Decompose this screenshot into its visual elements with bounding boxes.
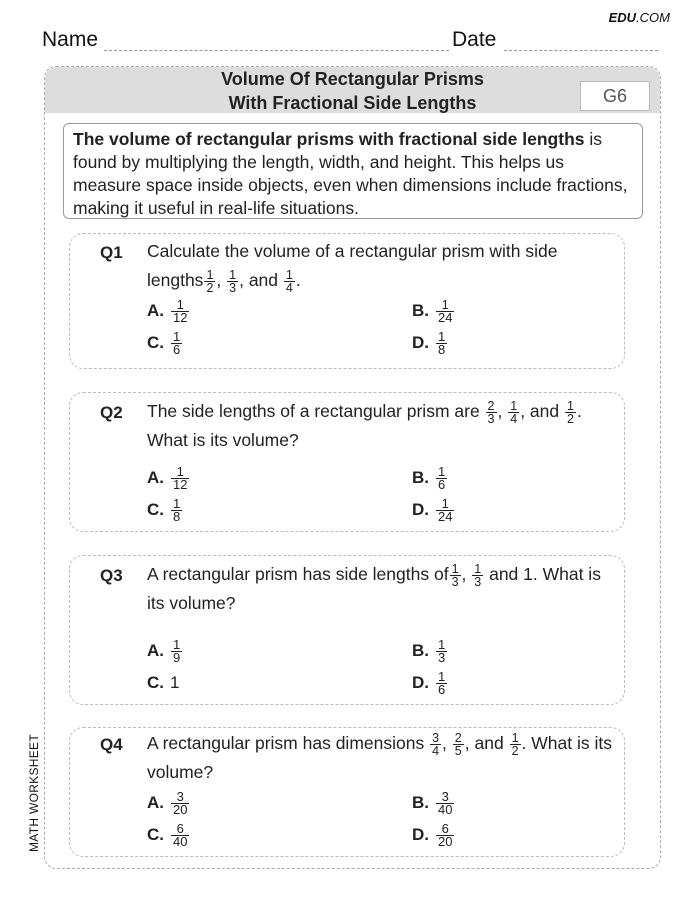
intro-box [63,123,643,219]
option-c[interactable]: C. $\frac{1}{8}$ [147,495,181,524]
brand-logo [609,10,670,25]
option-a[interactable]: A. $\frac{3}{20}$ [147,788,188,817]
grade-badge: G6 [580,81,650,111]
option-d[interactable]: D. $\frac{1}{24}$ [412,495,453,524]
fraction: $\frac{1}{2}$ [511,730,519,758]
option-c[interactable]: C. $\frac{6}{40}$ [147,820,188,849]
question-text: The side lengths of a rectangular prism are $\frac{2}{3}$ , $\frac{1}{4}$ , and $\frac{1}{2}$ . What is its volume? [147,398,582,450]
worksheet-title [45,67,660,115]
name-label: Name [42,28,99,51]
name-line[interactable] [104,50,449,51]
question-number: Q3 [100,566,123,585]
question-prefix: The side lengths of a rectangular prism are [147,401,480,421]
fraction: $\frac{1}{4}$ [285,267,293,295]
fraction: $\frac{1}{3}$ [474,561,482,589]
question-number: Q4 [100,735,123,754]
question-card-2 [69,392,625,532]
name-date-row [42,28,658,54]
option-c[interactable]: C. 1 [147,673,180,692]
question-number: Q2 [100,403,123,422]
fraction: $\frac{1}{4}$ [510,398,518,426]
brand-edu: EDU [608,10,637,25]
option-b[interactable]: B. $\frac{3}{40}$ [412,788,453,817]
question-prefix: Calculate the volume of a rectangular prism with side lengths [147,241,558,290]
question-card-3 [69,555,625,705]
option-b[interactable]: B. $\frac{1}{24}$ [412,296,453,325]
fraction: $\frac{3}{4}$ [432,730,440,758]
question-prefix: A rectangular prism has dimensions [147,733,425,753]
option-c[interactable]: C. $\frac{1}{6}$ [147,328,181,357]
question-number: Q1 [100,243,123,262]
worksheet-frame [44,66,661,869]
question-prefix: A rectangular prism has side lengths of [147,564,449,584]
intro-bold: The volume of rectangular prisms with fractional side lengths [73,129,585,149]
intro-text: is found by multiplying the length, width, and height. This helps us measure space inside objects, even when dimensions include fractions, making it useful in real-life situations. [73,129,628,218]
option-value: 1 [170,673,180,692]
question-text: Calculate the volume of a rectangular prism with side lengths $\frac{1}{2}$ , $\frac{1}{3}$ , and $\frac{1}{4}$ . [147,241,558,295]
fraction: $\frac{2}{5}$ [454,730,462,758]
option-d[interactable]: D. $\frac{1}{6}$ [412,668,446,697]
option-b[interactable]: B. $\frac{1}{3}$ [412,636,446,665]
fraction: $\frac{1}{3}$ [451,561,459,589]
question-text: A rectangular prism has side lengths of $\frac{1}{3}$ , $\frac{1}{3}$ and 1. What is its volume? [147,561,601,613]
side-label: MATH WORKSHEET [27,734,41,852]
option-b[interactable]: B. $\frac{1}{6}$ [412,463,446,492]
title-line-1: Volume Of Rectangular Prisms [221,69,484,89]
option-a[interactable]: A. $\frac{1}{12}$ [147,463,188,492]
question-card-4 [69,727,625,857]
date-line[interactable] [504,50,658,51]
fraction: $\frac{1}{2}$ [206,267,214,295]
fraction: $\frac{1}{3}$ [229,267,237,295]
option-d[interactable]: D. $\frac{1}{8}$ [412,328,446,357]
question-card-1 [69,233,625,369]
title-line-2: With Fractional Side Lengths [228,93,477,113]
option-a[interactable]: A. $\frac{1}{9}$ [147,636,181,665]
worksheet-header [45,67,660,113]
fraction: $\frac{1}{2}$ [567,398,574,426]
option-a[interactable]: A. $\frac{1}{12}$ [147,296,188,325]
brand-com: .COM [636,10,670,25]
date-label: Date [452,28,497,51]
fraction: $\frac{2}{3}$ [487,398,495,426]
question-text: A rectangular prism has dimensions $\frac{3}{4}$ , $\frac{2}{5}$ , and $\frac{1}{2}$ . What is its volume? [147,730,612,782]
option-d[interactable]: D. $\frac{6}{20}$ [412,820,453,849]
